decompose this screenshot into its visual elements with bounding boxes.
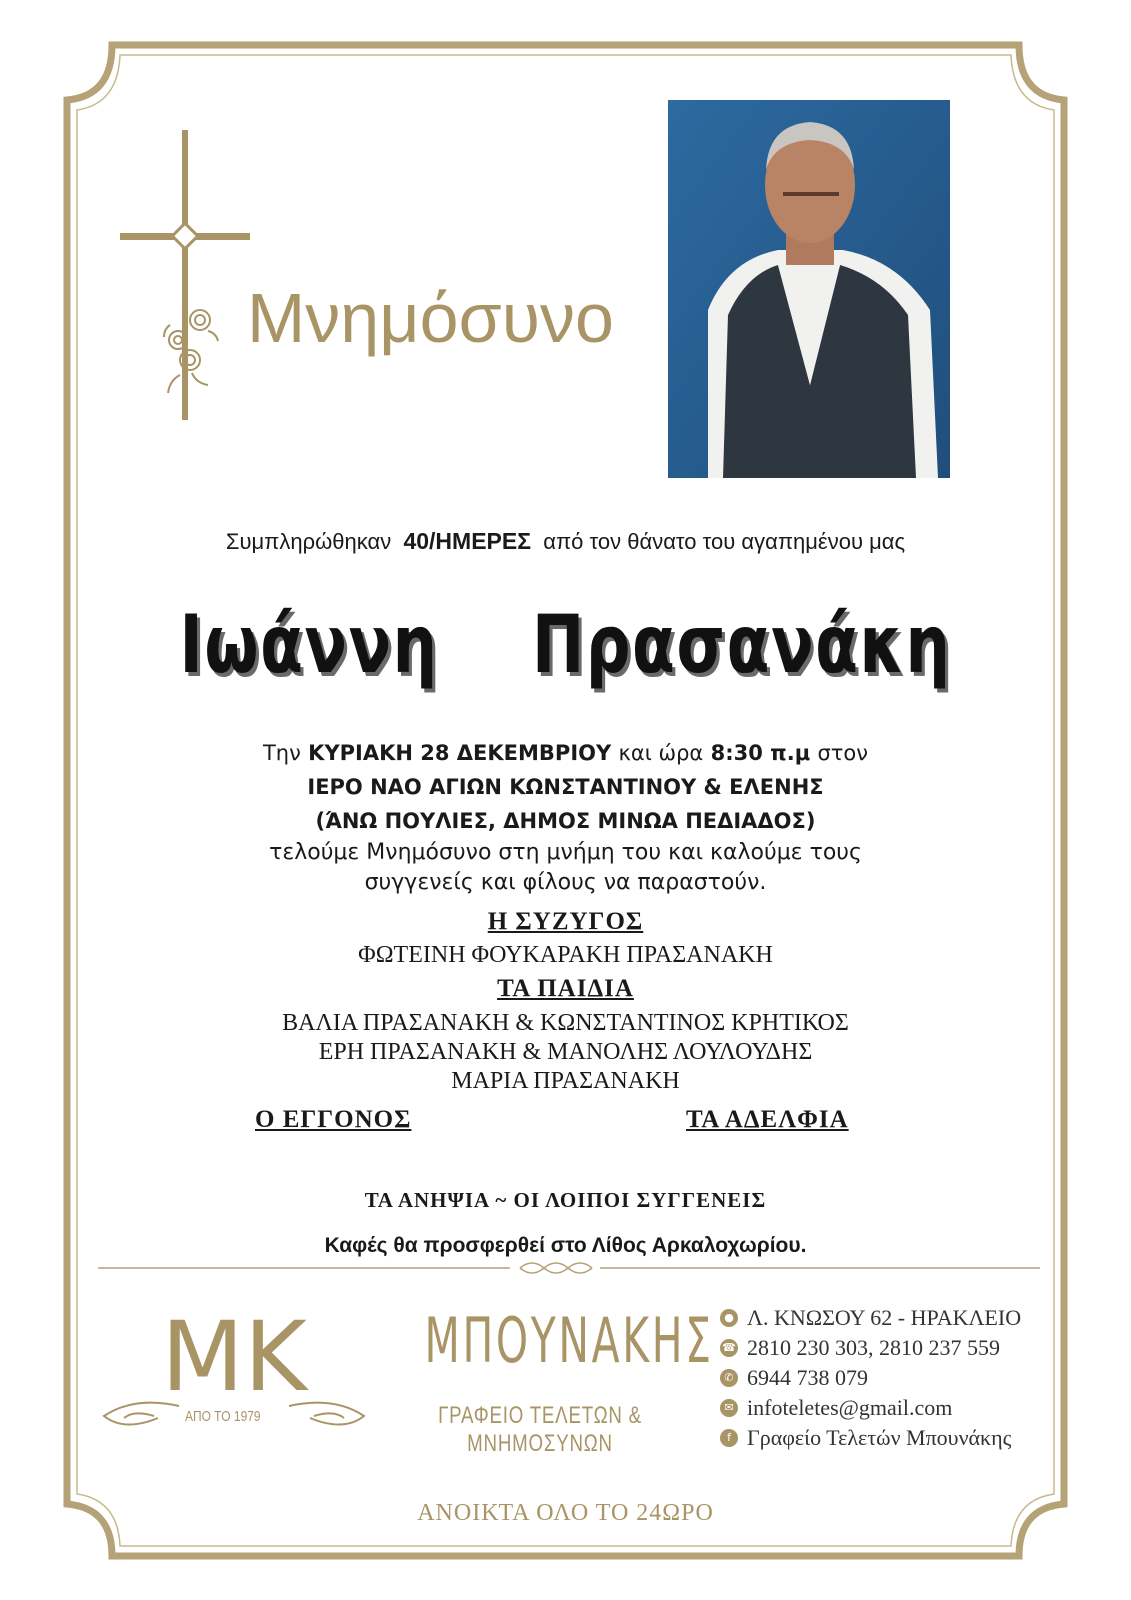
- contact-address: [720, 1303, 1021, 1333]
- cross-icon: [120, 125, 260, 425]
- child-line-3: ΜΑΡΙΑ ΠΡΑΣΑΝΑΚΗ: [451, 1068, 680, 1094]
- ceremony-date-line: [0, 738, 1131, 768]
- phone-icon: ☎: [720, 1339, 738, 1357]
- child-line-2: ΕΡΗ ΠΡΑΣΑΝΑΚΗ & ΜΑΝΟΛΗΣ ΛΟΥΛΟΥΔΗΣ: [318, 1039, 813, 1065]
- contact-mobile: [720, 1363, 1021, 1393]
- grandson-heading: Ο ΕΓΓΟΝΟΣ: [255, 1106, 412, 1133]
- rose-icon: [164, 310, 218, 393]
- contact-phones: [720, 1333, 1021, 1363]
- church-name: ΙΕΡΟ ΝΑΟ ΑΓΙΩΝ ΚΩΝΣΤΑΝΤΙΝΟΥ & ΕΛΕΝΗΣ: [307, 775, 824, 799]
- mobile-text: 6944 738 079: [747, 1365, 868, 1390]
- business-subtitle: ΓΡΑΦΕΙΟ ΤΕΛΕΤΩΝ & ΜΝΗΜΟΣΥΝΩΝ: [438, 1402, 642, 1457]
- open-hours: ΑΝΟΙΚΤΑ ΟΛΟ ΤΟ 24ΩΡΟ: [417, 1500, 714, 1526]
- date-day: ΚΥΡΙΑΚΗ 28 ΔΕΚΕΜΒΡΙΟΥ: [308, 741, 612, 765]
- deceased-name: Ιωάννη Πρασανάκη: [179, 598, 952, 691]
- intro-after: από τον θάνατο του αγαπημένου μας: [543, 529, 906, 554]
- coffee-note: Καφές θα προσφερθεί στο Λίθος Αρκαλοχωρίου.: [324, 1234, 807, 1257]
- intro-before: Συμπληρώθηκαν: [225, 529, 392, 554]
- page-title: Μνημόσυνο: [247, 279, 614, 357]
- address-text: Λ. ΚΝΩΣΟΥ 62 - ΗΡΑΚΛΕΙΟ: [747, 1305, 1022, 1330]
- intro-emphasis: 40/ΗΜΕΡΕΣ: [403, 528, 532, 554]
- other-relatives: ΤΑ ΑΝΗΨΙΑ ~ ΟΙ ΛΟΙΠΟΙ ΣΥΓΓΕΝΕΙΣ: [364, 1188, 767, 1212]
- portrait-photo: [668, 100, 950, 478]
- logo-letters: MK: [161, 1301, 307, 1413]
- siblings-heading: ΤΑ ΑΔΕΛΦΙΑ: [686, 1106, 849, 1133]
- spouse-name: ΦΩΤΕΙΝΗ ΦΟΥΚΑΡΑΚΗ ΠΡΑΣΑΝΑΚΗ: [358, 942, 773, 968]
- email-icon: ✉: [720, 1399, 738, 1417]
- memorial-line: τελούμε Μνημόσυνο στη μνήμη του και καλούμε τους: [269, 840, 862, 865]
- funeral-home-logo: [94, 1300, 374, 1450]
- facebook-text[interactable]: Γραφείο Τελετών Μπουνάκης: [747, 1425, 1012, 1450]
- child-line-1: ΒΑΛΙΑ ΠΡΑΣΑΝΑΚΗ & ΚΩΝΣΤΑΝΤΙΝΟΣ ΚΡΗΤΙΚΟΣ: [282, 1010, 849, 1036]
- date-time: 8:30 π.μ: [710, 741, 811, 765]
- contact-email[interactable]: [720, 1393, 1021, 1423]
- date-post: στον: [817, 741, 869, 765]
- email-text[interactable]: infoteletes@gmail.com: [747, 1395, 953, 1420]
- business-name: ΜΠΟΥΝΑΚΗΣ: [424, 1304, 714, 1377]
- location-icon: ●: [720, 1309, 738, 1327]
- intro-line: [0, 528, 1131, 555]
- facebook-icon: f: [720, 1429, 738, 1447]
- children-heading: ΤΑ ΠΑΙΔΙΑ: [497, 975, 634, 1002]
- since-year: ΑΠΟ ΤΟ 1979: [185, 1408, 261, 1425]
- invitation-line: συγγενείς και φίλους να παραστούν.: [364, 870, 767, 895]
- date-mid: και ώρα: [618, 741, 704, 765]
- spouse-heading: Η ΣΥΖΥΓΟΣ: [487, 908, 644, 935]
- contact-list: [720, 1303, 1021, 1453]
- contact-facebook[interactable]: [720, 1423, 1021, 1453]
- mobile-icon: ✆: [720, 1369, 738, 1387]
- phones-text: 2810 230 303, 2810 237 559: [747, 1335, 1000, 1360]
- date-pre: Την: [262, 741, 301, 765]
- church-location: (ΆΝΩ ΠΟΥΛΙΕΣ, ΔΗΜΟΣ ΜΙΝΩΑ ΠΕΔΙΑΔΟΣ): [315, 809, 816, 833]
